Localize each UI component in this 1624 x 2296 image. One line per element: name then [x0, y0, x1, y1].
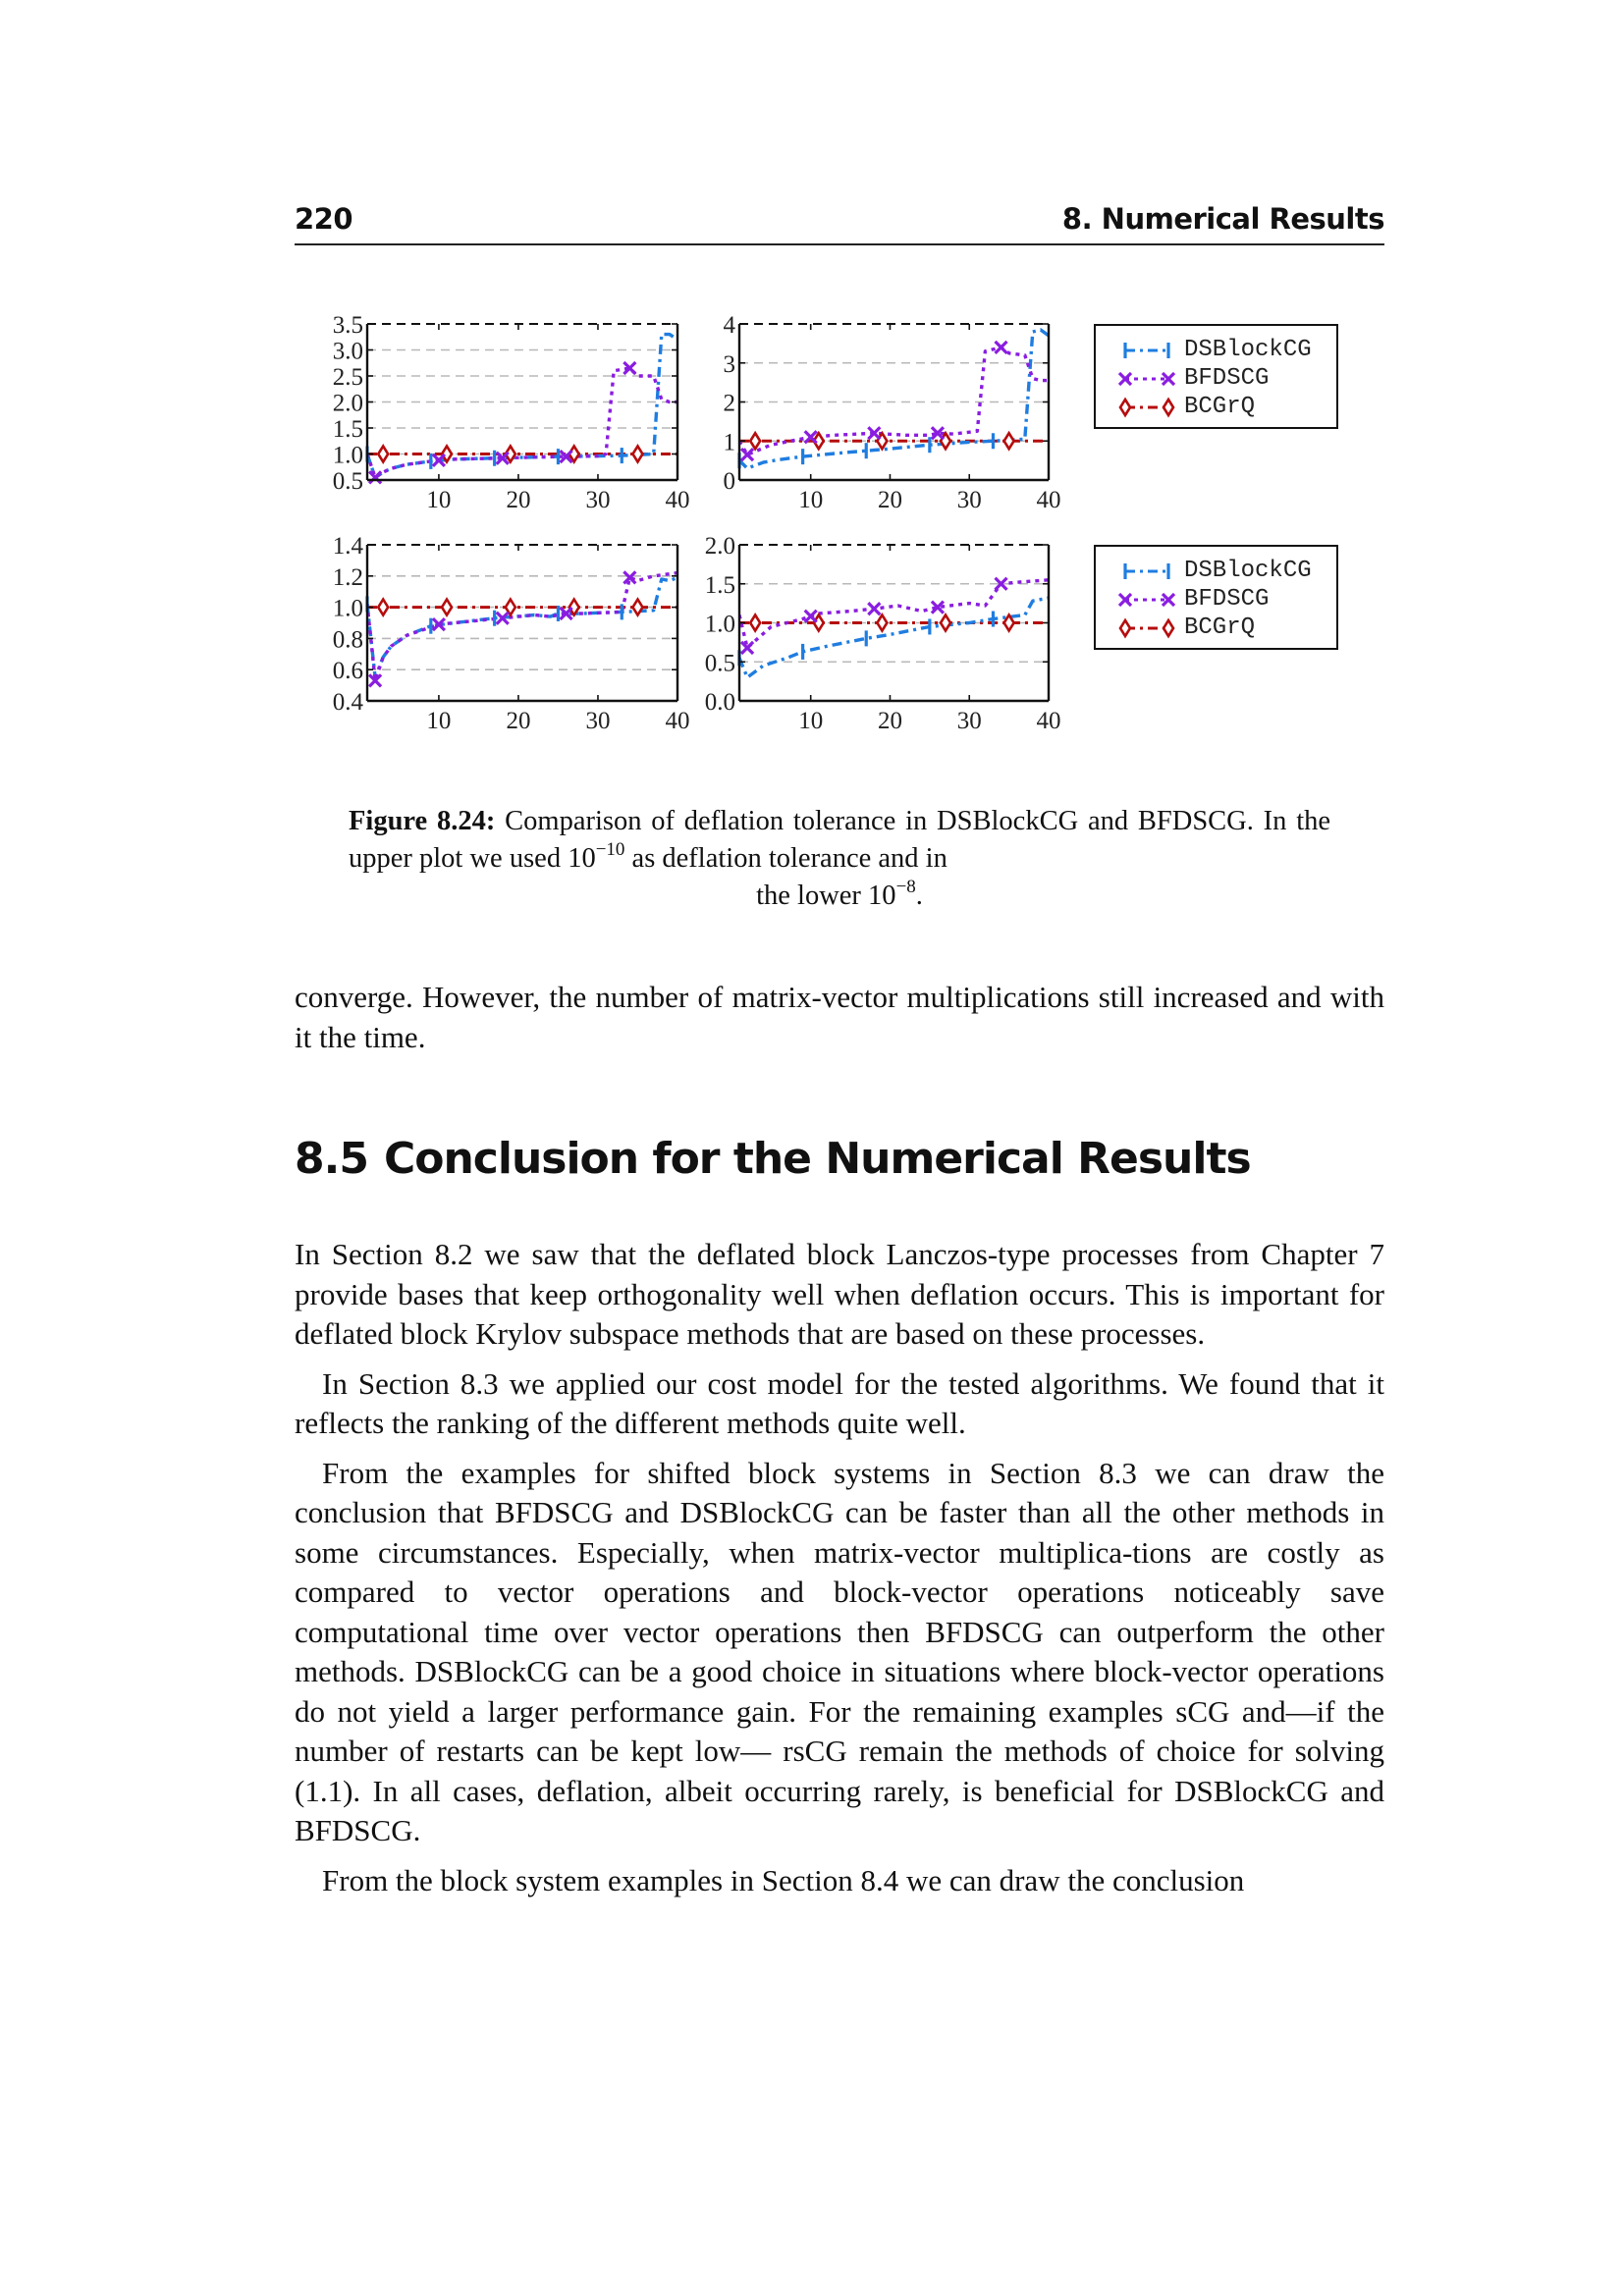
- x-tick-label: 40: [1036, 487, 1061, 513]
- legend-label: BCGrQ: [1184, 614, 1256, 641]
- series-line-bfdscg: [367, 368, 677, 477]
- y-tick-label: 0: [723, 468, 735, 495]
- paragraph: In Section 8.3 we applied our cost model for the tested algorithms. We found that it reflects the ranking of the different methods quite well.: [295, 1365, 1384, 1440]
- y-tick-label: 0.8: [332, 626, 363, 654]
- x-tick-label: 30: [585, 708, 611, 734]
- legend-upper: [1094, 324, 1338, 429]
- legend-marker: [1120, 620, 1130, 636]
- x-tick-label: 20: [506, 487, 531, 513]
- marker-bfdscg: [996, 342, 1007, 353]
- series-line-dsblockcg: [367, 335, 677, 478]
- legend-label: BCGrQ: [1184, 394, 1256, 420]
- caption-text: .: [915, 881, 923, 911]
- x-tick-label: 30: [956, 708, 982, 734]
- section-number: 8.5: [295, 1134, 368, 1184]
- legend-marker: [1119, 373, 1131, 385]
- y-tick-label: 0.6: [332, 658, 363, 685]
- section-heading: [295, 1134, 1251, 1184]
- subplot-upper-right: [724, 312, 1061, 513]
- x-tick-label: 30: [585, 487, 611, 513]
- series-group: [739, 580, 1049, 677]
- y-tick-label: 1: [723, 429, 735, 456]
- continuation-paragraph: [295, 978, 1384, 1057]
- x-tick-label: 10: [426, 487, 452, 513]
- x-tick-label: 20: [877, 487, 902, 513]
- legend-sample-bcgrq: [1117, 397, 1176, 418]
- y-tick-label: 3.5: [332, 312, 363, 339]
- caption-text: Comparison of deflation tolerance in DSBlockCG and BFDSCG. In the upper plot we used 10: [349, 806, 1331, 874]
- y-tick-label: 1.5: [704, 571, 735, 599]
- legend-sample-dsblockcg: [1117, 561, 1176, 582]
- legend-sample-bcgrq: [1117, 617, 1176, 639]
- y-tick-label: 3: [723, 350, 735, 378]
- legend-label: BFDSCG: [1184, 365, 1270, 392]
- chapter-title: 8. Numerical Results: [1061, 202, 1384, 236]
- caption-exponent: −10: [595, 839, 625, 860]
- subplot-upper-left: [333, 312, 690, 513]
- section-body: [295, 1235, 1384, 1900]
- series-group: [367, 573, 677, 681]
- legend-sample-bfdscg: [1117, 368, 1176, 390]
- legend-entry-bfdscg: [1096, 585, 1336, 614]
- marker-bcgrq: [442, 600, 452, 615]
- marker-bfdscg: [868, 603, 880, 614]
- legend-marker: [1164, 620, 1173, 636]
- y-tick-label: 1.5: [332, 416, 363, 443]
- x-tick-label: 10: [798, 487, 824, 513]
- marker-bcgrq: [941, 615, 950, 631]
- series-line-dsblockcg: [367, 577, 677, 677]
- x-tick-label: 40: [1036, 708, 1061, 734]
- caption-body: [349, 803, 1330, 878]
- legend-entry-bcgrq: [1096, 393, 1336, 422]
- figure-8-24: [0, 0, 1624, 766]
- legend-entry-bfdscg: [1096, 364, 1336, 394]
- legend-marker: [1119, 594, 1131, 606]
- x-tick-label: 10: [426, 708, 452, 734]
- y-tick-label: 0.0: [704, 689, 735, 716]
- y-tick-label: 2.5: [332, 364, 363, 391]
- y-tick-label: 4: [723, 312, 735, 339]
- paragraph: In Section 8.2 we saw that the deflated block Lanczos-type processes from Chapter 7 provide bases that keep orthogonality well when deflation occurs. This is important for deflated block Krylov subspace methods that are based on these processes.: [295, 1237, 1384, 1351]
- series-line-bfdscg: [367, 573, 677, 681]
- legend-lower: [1094, 545, 1338, 650]
- marker-bcgrq: [378, 600, 388, 615]
- legend-marker: [1120, 400, 1130, 415]
- y-tick-label: 1.0: [704, 611, 735, 638]
- paragraph: converge. However, the number of matrix-vector multiplications still increased and with it the time.: [295, 980, 1384, 1054]
- paragraph: From the examples for shifted block systems in Section 8.3 we can draw the conclusion that BFDSCG and DSBlockCG can be faster than all the other methods in some circumstances. Especially, when matrix-vector multiplica-tions are costly as compared to vector operations and block-vector operations noticeably save computational time over vector operations then BFDSCG can outperform the other methods. DSBlockCG can be a good choice in situations where block-vector operations do not yield a larger performance gain. For the remaining examples sCG and—if the number of restarts can be kept low— rsCG remain the methods of choice for solving (1.1). In all cases, deflation, albeit occurring rarely, is beneficial for DSBlockCG and BFDSCG.: [295, 1455, 1384, 1847]
- marker-bfdscg: [868, 427, 880, 439]
- y-tick-label: 3.0: [332, 338, 363, 365]
- marker-bcgrq: [750, 433, 760, 449]
- y-tick-label: 1.0: [332, 442, 363, 469]
- y-tick-label: 2: [723, 390, 735, 417]
- y-tick-label: 0.5: [704, 650, 735, 677]
- y-tick-label: 2.0: [332, 390, 363, 417]
- y-tick-label: 1.0: [332, 595, 363, 622]
- marker-bcgrq: [632, 600, 642, 615]
- figure-caption: [349, 803, 1330, 915]
- legend-label: DSBlockCG: [1184, 337, 1312, 363]
- series-line-bfdscg: [739, 580, 1049, 648]
- legend-entry-bcgrq: [1096, 614, 1336, 643]
- series-line-dsblockcg: [739, 598, 1049, 677]
- x-tick-label: 40: [665, 487, 690, 513]
- section-title: Conclusion for the Numerical Results: [383, 1134, 1251, 1184]
- paragraph: From the block system examples in Section 8.4 we can draw the conclusion: [322, 1862, 1245, 1897]
- caption-text: the lower 10: [756, 881, 896, 911]
- marker-bfdscg: [805, 611, 817, 622]
- caption-exponent: −8: [895, 877, 916, 897]
- y-tick-label: 2.0: [704, 533, 735, 560]
- legend-entry-dsblockcg: [1096, 557, 1336, 586]
- caption-text: as deflation tolerance and in: [624, 843, 947, 874]
- marker-bcgrq: [632, 447, 642, 462]
- y-tick-label: 0.4: [332, 689, 363, 716]
- marker-bcgrq: [378, 447, 388, 462]
- series-group: [367, 335, 677, 478]
- caption-label: Figure 8.24:: [349, 806, 496, 836]
- legend-entry-dsblockcg: [1096, 336, 1336, 365]
- marker-bcgrq: [1004, 433, 1014, 449]
- marker-bcgrq: [750, 615, 760, 631]
- marker-bcgrq: [877, 615, 887, 631]
- x-tick-label: 10: [798, 708, 824, 734]
- legend-marker: [1164, 400, 1173, 415]
- caption-last-line: [349, 878, 1330, 915]
- x-tick-label: 40: [665, 708, 690, 734]
- x-tick-label: 30: [956, 487, 982, 513]
- subplot-lower-right: [705, 533, 1061, 734]
- y-tick-label: 0.5: [332, 468, 363, 495]
- y-tick-label: 1.2: [332, 563, 363, 591]
- x-tick-label: 20: [506, 708, 531, 734]
- legend-sample-dsblockcg: [1117, 340, 1176, 361]
- subplot-lower-left: [333, 533, 690, 734]
- legend-sample-bfdscg: [1117, 589, 1176, 611]
- legend-label: DSBlockCG: [1184, 558, 1312, 584]
- legend-label: BFDSCG: [1184, 586, 1270, 613]
- page-number: 220: [295, 202, 353, 236]
- x-tick-label: 20: [877, 708, 902, 734]
- y-tick-label: 1.4: [332, 533, 363, 560]
